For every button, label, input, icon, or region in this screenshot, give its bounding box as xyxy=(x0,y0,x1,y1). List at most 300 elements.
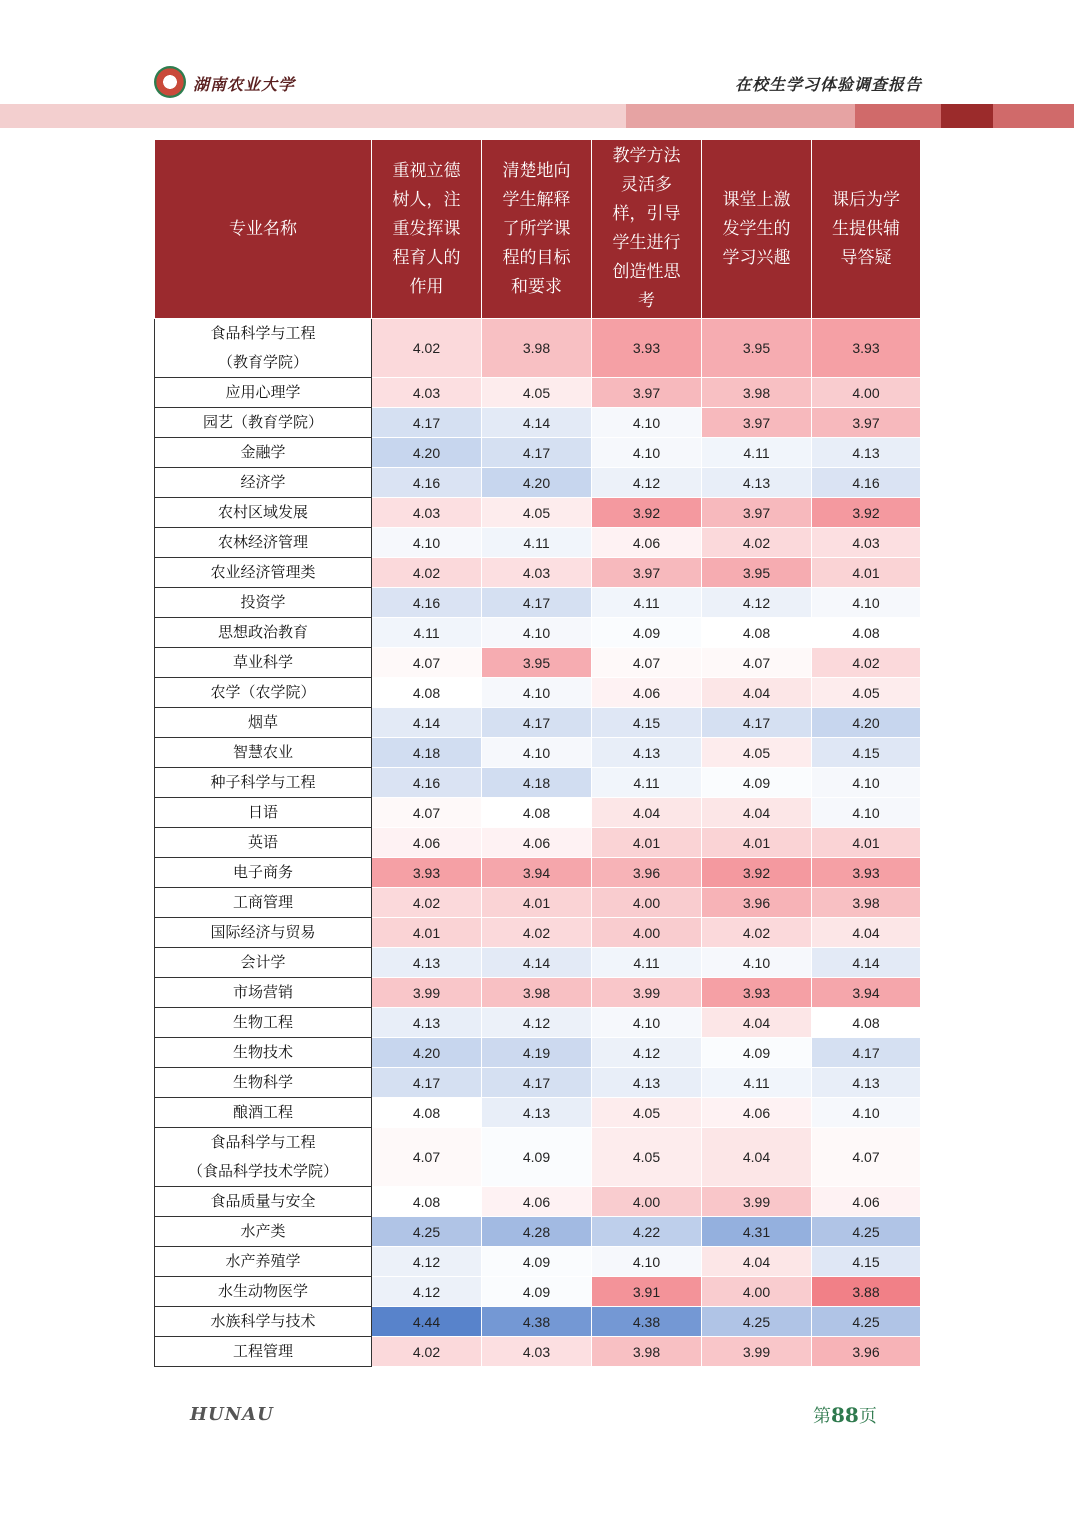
major-name: 国际经济与贸易 xyxy=(210,923,316,941)
score-cell: 4.18 xyxy=(372,738,482,768)
score-cell: 3.92 xyxy=(702,858,812,888)
table-row xyxy=(155,1277,921,1307)
score-cell: 4.10 xyxy=(702,948,812,978)
score-cell: 4.01 xyxy=(812,558,921,588)
score-cell: 4.17 xyxy=(482,1068,592,1098)
column-header-line: 课后为学 xyxy=(832,189,900,210)
score-cell: 4.10 xyxy=(812,768,921,798)
major-name-cell xyxy=(155,1128,372,1187)
major-name-cell xyxy=(155,1217,372,1247)
table-row xyxy=(155,1128,921,1187)
major-name: 农学（农学院） xyxy=(210,683,316,701)
major-name: 思想政治教育 xyxy=(217,623,308,641)
score-cell: 4.01 xyxy=(372,918,482,948)
score-cell: 3.93 xyxy=(812,319,921,378)
score-cell: 4.17 xyxy=(482,438,592,468)
score-cell: 3.98 xyxy=(702,378,812,408)
score-cell: 4.10 xyxy=(592,438,702,468)
score-cell: 4.02 xyxy=(372,319,482,378)
score-cell: 3.99 xyxy=(702,1337,812,1367)
score-cell: 4.16 xyxy=(812,468,921,498)
score-cell: 4.25 xyxy=(702,1307,812,1337)
major-name-cell xyxy=(155,558,372,588)
score-cell: 4.03 xyxy=(482,558,592,588)
score-cell: 4.02 xyxy=(482,918,592,948)
major-name: 经济学 xyxy=(240,473,286,491)
header-band xyxy=(941,104,993,128)
table-row xyxy=(155,1038,921,1068)
score-cell: 4.07 xyxy=(812,1128,921,1187)
table-row xyxy=(155,1098,921,1128)
score-cell: 4.11 xyxy=(592,948,702,978)
score-cell: 4.11 xyxy=(592,588,702,618)
column-header-line: 样，引导 xyxy=(612,204,681,224)
table-row xyxy=(155,588,921,618)
major-name-cell xyxy=(155,648,372,678)
major-name-cell xyxy=(155,798,372,828)
table-row xyxy=(155,438,921,468)
score-cell: 3.93 xyxy=(372,858,482,888)
score-cell: 4.08 xyxy=(372,1187,482,1217)
major-name: （食品科学技术学院） xyxy=(187,1162,338,1180)
score-cell: 4.14 xyxy=(482,408,592,438)
score-cell: 3.97 xyxy=(702,498,812,528)
score-cell: 4.08 xyxy=(372,678,482,708)
major-name: 农村区域发展 xyxy=(217,503,308,521)
major-name: 市场营销 xyxy=(232,983,293,1001)
major-name-cell xyxy=(155,618,372,648)
score-cell: 4.20 xyxy=(482,468,592,498)
score-cell: 4.12 xyxy=(372,1277,482,1307)
score-cell: 4.08 xyxy=(372,1098,482,1128)
major-name-cell xyxy=(155,708,372,738)
score-cell: 4.17 xyxy=(702,708,812,738)
column-header-line: 清楚地向 xyxy=(502,160,571,181)
score-cell: 4.38 xyxy=(482,1307,592,1337)
score-cell: 4.44 xyxy=(372,1307,482,1337)
score-cell: 4.11 xyxy=(592,768,702,798)
score-cell: 4.10 xyxy=(812,588,921,618)
major-name-cell xyxy=(155,1247,372,1277)
major-name: 农业经济管理类 xyxy=(210,563,316,581)
score-cell: 4.04 xyxy=(592,798,702,828)
column-header-line: 灵活多 xyxy=(621,175,672,195)
score-cell: 4.13 xyxy=(372,1008,482,1038)
score-cell: 3.95 xyxy=(702,558,812,588)
score-cell: 4.20 xyxy=(812,708,921,738)
score-cell: 4.13 xyxy=(702,468,812,498)
score-cell: 4.25 xyxy=(812,1307,921,1337)
major-name: 水族科学与技术 xyxy=(210,1312,316,1330)
score-cell: 4.05 xyxy=(812,678,921,708)
score-cell: 4.17 xyxy=(482,588,592,618)
score-cell: 4.08 xyxy=(702,618,812,648)
score-cell: 4.04 xyxy=(702,1247,812,1277)
score-cell: 4.19 xyxy=(482,1038,592,1068)
score-cell: 3.94 xyxy=(482,858,592,888)
major-name: 食品质量与安全 xyxy=(210,1192,316,1210)
score-cell: 4.18 xyxy=(482,768,592,798)
score-cell: 4.04 xyxy=(702,678,812,708)
column-header xyxy=(482,140,592,319)
score-cell: 3.88 xyxy=(812,1277,921,1307)
major-name: 水产养殖学 xyxy=(225,1252,301,1270)
score-cell: 4.12 xyxy=(592,468,702,498)
score-cell: 3.93 xyxy=(592,319,702,378)
score-cell: 3.94 xyxy=(812,978,921,1008)
score-cell: 3.95 xyxy=(482,648,592,678)
score-cell: 4.03 xyxy=(482,1337,592,1367)
score-cell: 4.02 xyxy=(812,648,921,678)
score-cell: 4.20 xyxy=(372,1038,482,1068)
score-cell: 4.16 xyxy=(372,468,482,498)
score-cell: 4.12 xyxy=(592,1038,702,1068)
score-cell: 4.00 xyxy=(812,378,921,408)
major-name: 电子商务 xyxy=(232,863,293,881)
score-cell: 4.07 xyxy=(372,798,482,828)
table-row xyxy=(155,1307,921,1337)
major-name-cell xyxy=(155,408,372,438)
score-cell: 4.28 xyxy=(482,1217,592,1247)
score-cell: 4.09 xyxy=(592,618,702,648)
score-cell: 4.15 xyxy=(812,1247,921,1277)
major-name-cell xyxy=(155,1008,372,1038)
column-header-line: 生提供辅 xyxy=(832,218,900,239)
score-cell: 4.08 xyxy=(812,1008,921,1038)
column-header-line: 发学生的 xyxy=(722,218,791,239)
page-header xyxy=(0,0,1074,130)
score-table xyxy=(154,139,921,1367)
score-cell: 4.00 xyxy=(702,1277,812,1307)
table-row xyxy=(155,798,921,828)
score-cell: 4.12 xyxy=(372,1247,482,1277)
score-cell: 4.13 xyxy=(592,738,702,768)
column-header-line: 创造性思 xyxy=(612,262,681,282)
major-name-cell xyxy=(155,1187,372,1217)
score-cell: 4.07 xyxy=(372,648,482,678)
score-cell: 4.02 xyxy=(372,558,482,588)
header-band xyxy=(993,104,1074,128)
score-cell: 4.01 xyxy=(592,828,702,858)
major-name-cell xyxy=(155,1038,372,1068)
header-band xyxy=(855,104,941,128)
score-cell: 4.10 xyxy=(592,1008,702,1038)
score-cell: 4.10 xyxy=(592,408,702,438)
score-cell: 4.10 xyxy=(812,1098,921,1128)
major-name-cell xyxy=(155,528,372,558)
university-name: 湖南农业大学 xyxy=(193,75,296,94)
major-name-cell xyxy=(155,378,372,408)
table-row xyxy=(155,408,921,438)
table-row xyxy=(155,468,921,498)
score-cell: 4.06 xyxy=(592,528,702,558)
column-header-line: 了所学课 xyxy=(502,218,571,239)
table-row xyxy=(155,768,921,798)
score-cell: 4.09 xyxy=(482,1128,592,1187)
major-name-cell xyxy=(155,319,372,378)
table-row xyxy=(155,738,921,768)
column-header xyxy=(372,140,482,319)
score-cell: 3.98 xyxy=(812,888,921,918)
score-cell: 4.07 xyxy=(372,1128,482,1187)
score-cell: 3.98 xyxy=(592,1337,702,1367)
score-cell: 4.04 xyxy=(702,1128,812,1187)
score-cell: 4.03 xyxy=(812,528,921,558)
major-name: 英语 xyxy=(247,833,278,851)
major-name-cell xyxy=(155,738,372,768)
major-name-cell xyxy=(155,888,372,918)
major-name-cell xyxy=(155,468,372,498)
score-cell: 4.00 xyxy=(592,888,702,918)
major-name: 种子科学与工程 xyxy=(210,773,316,791)
score-cell: 4.17 xyxy=(812,1038,921,1068)
table-row xyxy=(155,378,921,408)
header-band xyxy=(626,104,855,128)
score-cell: 4.06 xyxy=(592,678,702,708)
table-row xyxy=(155,888,921,918)
score-cell: 4.10 xyxy=(592,1247,702,1277)
score-cell: 4.12 xyxy=(702,588,812,618)
major-name-cell xyxy=(155,828,372,858)
table-row xyxy=(155,1337,921,1367)
table-row xyxy=(155,319,921,378)
major-name-cell xyxy=(155,948,372,978)
major-name: 金融学 xyxy=(240,443,286,461)
column-header-line: 重视立德 xyxy=(392,160,461,181)
major-name-cell xyxy=(155,588,372,618)
major-name: 日语 xyxy=(247,803,278,821)
score-cell: 4.22 xyxy=(592,1217,702,1247)
table-row xyxy=(155,708,921,738)
table-row xyxy=(155,648,921,678)
score-cell: 3.91 xyxy=(592,1277,702,1307)
major-name-cell xyxy=(155,1068,372,1098)
score-cell: 4.11 xyxy=(372,618,482,648)
score-cell: 4.16 xyxy=(372,768,482,798)
score-cell: 4.05 xyxy=(482,378,592,408)
score-cell: 4.13 xyxy=(372,948,482,978)
major-name-cell xyxy=(155,1098,372,1128)
table-row xyxy=(155,858,921,888)
score-cell: 4.25 xyxy=(812,1217,921,1247)
score-cell: 4.11 xyxy=(702,1068,812,1098)
score-cell: 4.04 xyxy=(812,918,921,948)
table-row xyxy=(155,498,921,528)
column-header-line: 导答疑 xyxy=(840,247,892,268)
score-cell: 4.01 xyxy=(812,828,921,858)
page-prefix: 第 xyxy=(813,1406,831,1427)
major-name: 食品科学与工程 xyxy=(210,324,316,342)
score-cell: 4.04 xyxy=(702,1008,812,1038)
table-row xyxy=(155,948,921,978)
score-cell: 4.38 xyxy=(592,1307,702,1337)
major-name: 会计学 xyxy=(240,953,286,971)
score-cell: 3.96 xyxy=(702,888,812,918)
score-cell: 4.02 xyxy=(372,1337,482,1367)
column-header-line: 学生进行 xyxy=(612,233,681,253)
major-name: 农林经济管理 xyxy=(217,533,308,551)
report-title: 在校生学习体验调查报告 xyxy=(734,75,922,94)
column-header-line: 重发挥课 xyxy=(392,218,461,239)
score-cell: 4.14 xyxy=(482,948,592,978)
score-cell: 4.06 xyxy=(702,1098,812,1128)
major-name: 投资学 xyxy=(240,593,286,611)
score-cell: 4.13 xyxy=(812,438,921,468)
score-cell: 3.95 xyxy=(702,319,812,378)
score-cell: 4.09 xyxy=(702,1038,812,1068)
score-cell: 4.17 xyxy=(482,708,592,738)
column-header-line: 作用 xyxy=(409,276,444,297)
score-cell: 3.96 xyxy=(592,858,702,888)
table-row xyxy=(155,1247,921,1277)
column-header-major: 专业名称 xyxy=(155,140,372,319)
major-name-cell xyxy=(155,918,372,948)
score-cell: 4.09 xyxy=(482,1247,592,1277)
score-cell: 3.98 xyxy=(482,978,592,1008)
major-name: 智慧农业 xyxy=(232,743,293,761)
column-header-line: 考 xyxy=(638,291,655,311)
table-row xyxy=(155,618,921,648)
table-header-row xyxy=(155,140,921,319)
column-header-line: 树人，注 xyxy=(392,189,461,210)
score-cell: 4.09 xyxy=(482,1277,592,1307)
major-name-cell xyxy=(155,438,372,468)
score-cell: 4.10 xyxy=(372,528,482,558)
score-cell: 4.10 xyxy=(812,798,921,828)
score-cell: 3.98 xyxy=(482,319,592,378)
table-row xyxy=(155,558,921,588)
score-cell: 4.13 xyxy=(482,1098,592,1128)
score-cell: 4.05 xyxy=(592,1128,702,1187)
major-name-cell xyxy=(155,678,372,708)
score-cell: 4.05 xyxy=(702,738,812,768)
table-row xyxy=(155,678,921,708)
score-cell: 3.97 xyxy=(812,408,921,438)
score-cell: 4.12 xyxy=(482,1008,592,1038)
score-cell: 4.13 xyxy=(592,1068,702,1098)
table-row xyxy=(155,1217,921,1247)
column-header-line: 程的目标 xyxy=(502,247,571,268)
score-cell: 4.04 xyxy=(702,798,812,828)
score-cell: 4.02 xyxy=(372,888,482,918)
column-header xyxy=(592,140,702,319)
page-number-value: 88 xyxy=(831,1403,859,1427)
score-cell: 4.01 xyxy=(482,888,592,918)
score-cell: 4.31 xyxy=(702,1217,812,1247)
score-cell: 4.09 xyxy=(702,768,812,798)
score-cell: 4.10 xyxy=(482,738,592,768)
major-name-cell xyxy=(155,1337,372,1367)
major-name: 草业科学 xyxy=(232,653,293,671)
major-name-cell xyxy=(155,768,372,798)
score-cell: 4.03 xyxy=(372,498,482,528)
score-cell: 4.06 xyxy=(482,828,592,858)
column-header-line: 学习兴趣 xyxy=(722,247,791,268)
major-name-cell xyxy=(155,1277,372,1307)
table-row xyxy=(155,978,921,1008)
score-cell: 4.08 xyxy=(812,618,921,648)
score-cell: 4.10 xyxy=(482,678,592,708)
major-name: 水产类 xyxy=(240,1222,286,1240)
table-body xyxy=(155,319,921,1367)
university-logo-icon xyxy=(154,66,186,98)
score-cell: 4.01 xyxy=(702,828,812,858)
score-cell: 4.05 xyxy=(592,1098,702,1128)
column-header xyxy=(812,140,921,319)
major-name-cell xyxy=(155,858,372,888)
major-name: 生物工程 xyxy=(232,1013,293,1031)
score-cell: 4.17 xyxy=(372,408,482,438)
score-cell: 4.06 xyxy=(372,828,482,858)
score-cell: 3.93 xyxy=(702,978,812,1008)
column-header xyxy=(702,140,812,319)
column-header-line: 学生解释 xyxy=(502,189,571,210)
score-cell: 4.02 xyxy=(702,528,812,558)
major-name: 水生动物医学 xyxy=(217,1282,308,1300)
score-cell: 3.99 xyxy=(592,978,702,1008)
score-cell: 4.16 xyxy=(372,588,482,618)
table-row xyxy=(155,1068,921,1098)
score-cell: 3.99 xyxy=(372,978,482,1008)
table-row xyxy=(155,1008,921,1038)
score-cell: 3.97 xyxy=(702,408,812,438)
major-name: 园艺（教育学院） xyxy=(202,413,323,431)
score-cell: 4.14 xyxy=(812,948,921,978)
score-cell: 4.17 xyxy=(372,1068,482,1098)
page-number xyxy=(813,1402,877,1428)
score-cell: 4.25 xyxy=(372,1217,482,1247)
major-name-cell xyxy=(155,498,372,528)
major-name-cell xyxy=(155,978,372,1008)
score-cell: 3.97 xyxy=(592,378,702,408)
major-name: 工程管理 xyxy=(232,1342,293,1360)
score-cell: 4.00 xyxy=(592,1187,702,1217)
score-cell: 4.15 xyxy=(592,708,702,738)
column-header-line: 课堂上激 xyxy=(722,189,791,210)
column-header-line: 教学方法 xyxy=(612,146,681,166)
major-name: 生物技术 xyxy=(232,1043,293,1061)
score-cell: 3.97 xyxy=(592,558,702,588)
header-band xyxy=(0,104,626,128)
column-header-line: 程育人的 xyxy=(392,247,461,268)
major-name: （教育学院） xyxy=(217,353,308,371)
score-cell: 4.13 xyxy=(812,1068,921,1098)
table-row xyxy=(155,528,921,558)
table-row xyxy=(155,918,921,948)
score-cell: 4.00 xyxy=(592,918,702,948)
table-row xyxy=(155,1187,921,1217)
major-name: 烟草 xyxy=(247,713,278,731)
score-cell: 3.92 xyxy=(592,498,702,528)
score-cell: 4.14 xyxy=(372,708,482,738)
score-cell: 4.08 xyxy=(482,798,592,828)
major-name: 应用心理学 xyxy=(225,383,301,401)
major-name: 酿酒工程 xyxy=(232,1103,293,1121)
score-cell: 4.02 xyxy=(702,918,812,948)
major-name: 工商管理 xyxy=(232,893,293,911)
score-cell: 4.06 xyxy=(812,1187,921,1217)
score-cell: 4.06 xyxy=(482,1187,592,1217)
major-name-cell xyxy=(155,1307,372,1337)
column-header-line: 和要求 xyxy=(511,276,562,297)
score-cell: 4.05 xyxy=(482,498,592,528)
score-cell: 3.96 xyxy=(812,1337,921,1367)
page-suffix: 页 xyxy=(858,1406,877,1427)
score-cell: 4.11 xyxy=(482,528,592,558)
major-name: 食品科学与工程 xyxy=(210,1133,316,1151)
footer-brand: HUNAU xyxy=(190,1404,274,1425)
score-cell: 4.15 xyxy=(812,738,921,768)
